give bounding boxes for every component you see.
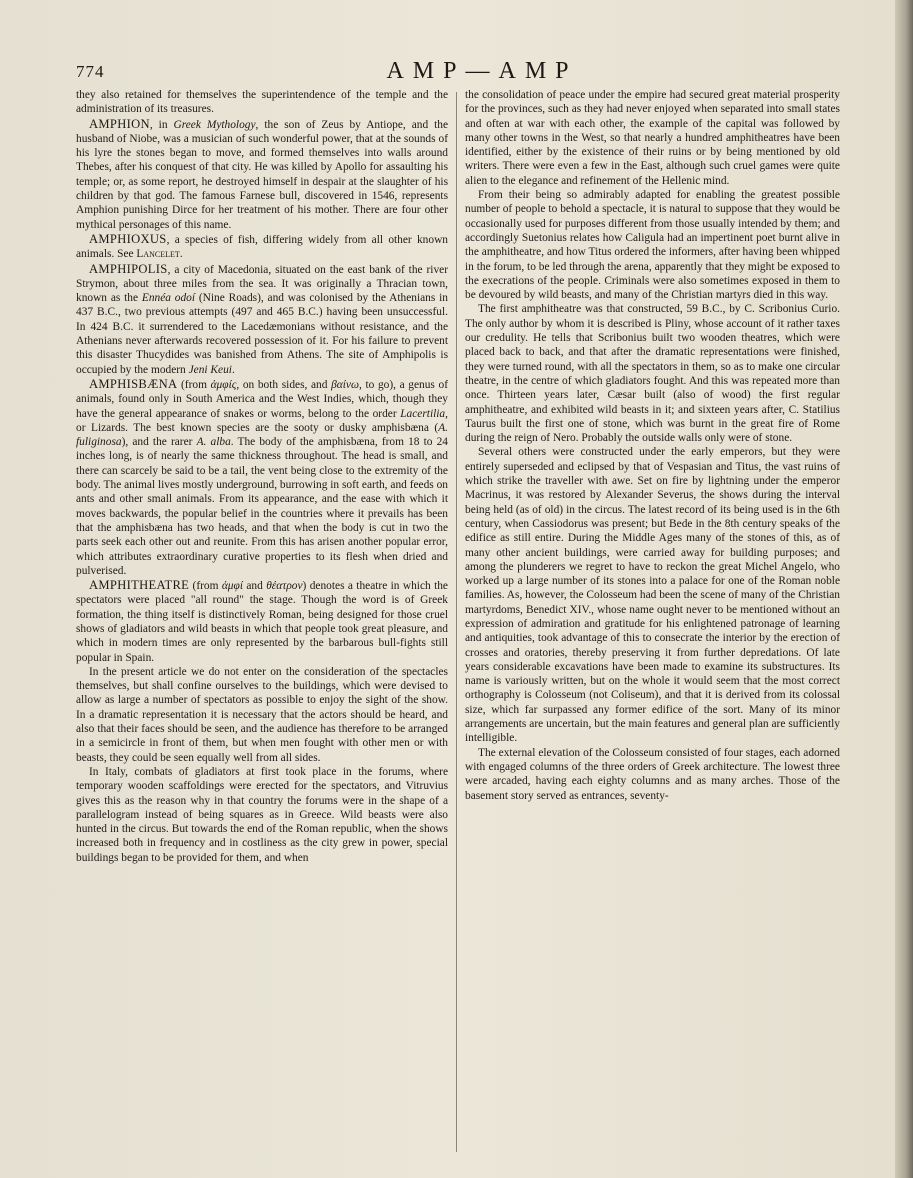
paragraph-text: and [243, 580, 267, 593]
running-head: AMP—AMP [386, 58, 578, 84]
entry-paragraph [76, 377, 448, 578]
entry-headword: AMPHIOXUS [89, 231, 167, 246]
paragraph-text: the consolidation of peace under the empire had secured great material prosperity for the provinces, such as they had never enjoyed when separated into small states and often at war with each other, the example of the capital was followed by many other towns in the West, so that nearly a hundred amphitheatres have been identified, either by the existence of their ruins or by being mentioned by old writers. There were even a few in the East, although such cruel games were quite alien to the elegance and refinement of the Hellenic mind. [465, 89, 840, 187]
page-header [76, 58, 896, 88]
entry-paragraph [76, 117, 448, 232]
paragraph-text: Greek Mythology [173, 118, 256, 131]
continued-paragraph [76, 88, 448, 117]
paragraph-text: ) denotes a theatre in which the spectators were placed "all round" the stage. Though the word is of Greek formation, the thing itself is distinctively Roman, being designed for those cruel shows of gladiators and wild beasts in which that people took great pleasure, and which in modern times are only represented by the barbarous bull-fights still popular in Spain. [76, 580, 448, 664]
entry-paragraph [76, 232, 448, 262]
entry-paragraph [465, 746, 840, 803]
paragraph-text: ), and the rarer [121, 436, 197, 449]
paragraph-text: . [231, 363, 235, 376]
left-column [76, 88, 448, 1168]
right-column [465, 88, 840, 1168]
paragraph-text: . The body of the amphisbæna, from 18 to 24 inches long, is of nearly the same thickness throughout. The head is small, and there can scarcely be said to be a tail, the vent being close to the extremity of the body. The animal lives mostly underground, burrowing in soft earth, and feeds on ants and other small animals. From its appearance, and the ease with which it moves backwards, the popular belief in the countries where it prevails has been that the amphisbæna has two heads, and that when the body is cut in two the parts seek each other out and reunite. From this has arisen another popular error, which attributes extraordinary curative properties to its flesh when dried and pulverised. [76, 436, 448, 577]
entry-headword: AMPHISBÆNA [89, 376, 178, 391]
paragraph-text: , a species of fish, differing widely from all other known animals. See [76, 233, 448, 261]
paragraph-text: . [179, 248, 183, 261]
paragraph-text: Lancelet [136, 248, 180, 261]
paragraph-text: Lacertilia [400, 407, 446, 420]
paragraph-text: Ennéa odoí [141, 292, 196, 305]
entry-headword: AMPHION [89, 116, 150, 131]
entry-paragraph [76, 262, 448, 377]
entry-paragraph [465, 445, 840, 745]
paragraph-text: , the son of Zeus by Antiope, and the husband of Niobe, was a musician of such wonderful power, that at the sounds of his lyre the stones began to move, and formed themselves into walls around Thebes, after his conquest of that city. He was killed by Apollo for assaulting his temple; or, as some report, he destroyed himself in despair at the slaughter of his children by that god. The famous Farnese bull, discovered in 1546, represents Amphion punishing Dirce for her treatment of his mother. There are four other mythical personages of this name. [76, 118, 448, 231]
page-binding-edge [895, 0, 913, 1178]
paragraph-text: they also retained for themselves the superintendence of the temple and the administration of its treasures. [76, 89, 448, 116]
paragraph-text: θέατρον [266, 580, 303, 593]
paragraph-text: ἀμφίς [210, 378, 237, 391]
entry-headword: AMPHITHEATRE [89, 578, 190, 593]
paragraph-text: , to go), a genus of animals, found only in South America and the West Indies, which, though they have the general appearance of snakes or worms, belong to the order [76, 378, 448, 420]
entry-paragraph [465, 188, 840, 302]
paragraph-text: The external elevation of the Colosseum consisted of four stages, each adorned with engaged columns of the three orders of Greek architecture. The lowest three were arcaded, having each eighty columns and as many arches. Those of the basement story served as entrances, seventy- [465, 746, 840, 802]
entry-paragraph [76, 578, 448, 665]
paragraph-text: , on both sides, and [236, 378, 332, 391]
paragraph-text: ἀμφί [221, 580, 243, 593]
paragraph-text: Jeni Keui [188, 363, 232, 376]
paragraph-text: Several others were constructed under the early emperors, but they were entirely superseded and eclipsed by that of Vespasian and Titus, the vast ruins of which strike the traveller with awe. Set on fire by lightning under the emperor Macrinus, it was restored by Alexander Severus, the shows during the interval being held (as of old) in the circus. The latest record of its being used is in the 6th century, when Cassiodorus was present; but Bede in the 8th century speaks of the edifice as still entire. During the Middle Ages many of the stones of this, as of many other ancient buildings, were carried away for building purposes; and among the plunderers we regret to have to reckon the great Michel Angelo, who worked up a large number of its stones into a palace for one of the Roman noble families. As, however, the Colosseum had been the scene of many of the Christian martyrdoms, Benedict XIV., whose name ought never to be mentioned without an expression of admiration and gratitude for his enlightened patronage of learning and antiquities, took advantage of this to consecrate the interior by the erection of crosses and oratories, thereby preserving it from further depredations. Of late years considerable excavations have been made to examine its substructures. Its name is variously written, but on the whole it would seem that the most correct orthography is Colosseum (not Coliseum), and that it is derived from its colossal size, which far surpassed any former edifice of the sort. Many of its minor arrangements are uncertain, but the main features and general plan are sufficiently intelligible. [465, 446, 840, 745]
paragraph-text: , or Lizards. The best known species are the sooty or dusky amphisbæna ( [76, 407, 448, 434]
entry-paragraph [76, 765, 448, 865]
paragraph-text: βαίνω [331, 378, 359, 391]
paragraph-text: A. fuliginosa [76, 421, 448, 449]
column-divider [456, 92, 457, 1152]
entry-headword: AMPHIPOLIS [89, 261, 168, 276]
paragraph-text: , a city of Macedonia, situated on the east bank of the river Strymon, about three miles from the sea. It was originally a Thracian town, known as the [76, 263, 448, 305]
paragraph-text: From their being so admirably adapted for enabling the greatest possible number of people to behold a spectacle, it is natural to suppose that they would be occasionally used for purposes different from those usually intended by them; and accordingly Suetonius relates how Caligula had an impertinent poet burnt alive in the amphitheatre, and how Titus ordered the informers, after having been whipped in the forum, to be led through the arena, apparently that they might be exposed to the execrations of the people. Criminals were also sometimes exposed in them to be devoured by wild beasts, and many of the Christian martyrs died in this way. [465, 189, 840, 302]
continued-paragraph [465, 88, 840, 188]
paragraph-text: A. alba [196, 436, 231, 449]
paragraph-text: In Italy, combats of gladiators at first took place in the forums, where temporary wooden scaffoldings were erected for the spectators, and Vitruvius gives this as the reason why in that country the forums were in the shape of a parallelogram instead of being squares as in Greece. Wild beasts were also hunted in the circus. But towards the end of the Roman republic, when the shows increased both in frequency and in costliness as the city grew in power, special buildings began to be provided for them, and when [76, 765, 448, 864]
paragraph-text: , in [149, 118, 174, 131]
paragraph-text: (from [189, 580, 222, 593]
paragraph-text: (Nine Roads), and was colonised by the Athenians in 437 B.C., two previous attempts (497 and 465 B.C.) having been unsuccessful. In 424 B.C. it surrendered to the Lacedæmonians without resistance, and the Athenians never afterwards recovered possession of it. For his failure to prevent this disaster Thucydides was banished from Athens. The site of Amphipolis is occupied by the modern [76, 292, 448, 376]
paragraph-text: In the present article we do not enter on the consideration of the spectacles themselves, but shall confine ourselves to the buildings, which were devised to allow as large a number of spectators as possible to enjoy the sight of the show. In a dramatic representation it is necessary that the actors should be heard, and also that their faces should be seen, and the audience has therefore to be arranged in a semicircle in front of them, but when men fought with other men or with beasts, they could be seen equally well from all sides. [76, 665, 448, 764]
paragraph-text: The first amphitheatre was that constructed, 59 B.C., by C. Scribonius Curio. The only author by whom it is described is Pliny, whose account of it rather taxes our credulity. He tells that Scribonius built two wooden theatres, which were placed back to back, and that after the dramatic representations were finished, they were turned round, with all the spectators in them, so as to make one circular theatre, in the centre of which gladiators fought. And this was repeated more than once. Thirteen years later, Cæsar built (also of wood) the first regular amphitheatre, and exhibited wild beasts in it; and sixteen years after, C. Statilius Taurus built the first one of stone, which was burnt in the great fire of Rome during the reign of Nero. Probably the outside walls only were of stone. [465, 303, 840, 445]
page-number: 774 [76, 62, 105, 81]
paragraph-text: (from [177, 378, 211, 391]
entry-paragraph [76, 665, 448, 765]
entry-paragraph [465, 302, 840, 445]
